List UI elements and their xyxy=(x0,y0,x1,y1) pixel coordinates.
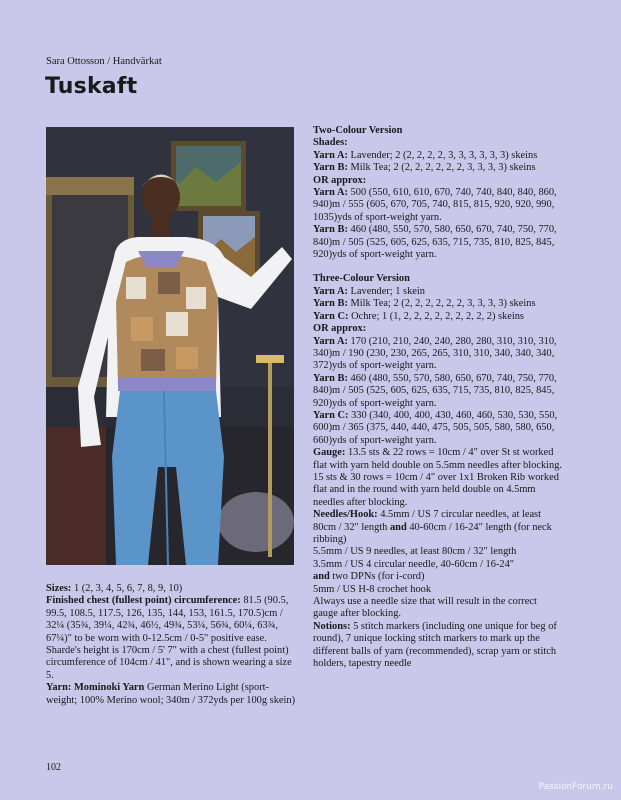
three-yarn-b xyxy=(313,298,563,310)
sizes-line xyxy=(46,583,296,595)
three-colour-heading-text: Three-Colour Version xyxy=(313,273,410,285)
shades-label: Shades: xyxy=(313,137,348,149)
three-or-approx xyxy=(313,323,563,335)
three-yarn-c-label: Yarn C: xyxy=(313,310,349,322)
needles-line-4 xyxy=(313,571,563,583)
three-yarn-a-value: Lavender; 1 skein xyxy=(350,285,425,297)
three-yarn-c-approx-label: Yarn C: xyxy=(313,409,349,421)
three-yarn-c-approx xyxy=(313,410,563,447)
page-number: 102 xyxy=(46,762,61,773)
chest-label: Finished chest (fullest point) circumference: xyxy=(46,595,241,607)
needles-line-5: 5mm / US H-8 crochet hook xyxy=(313,583,432,595)
needles-value-2: 40-60cm / 16-24" length (for neck ribbing) xyxy=(313,521,552,545)
two-yarn-a-approx-label: Yarn A: xyxy=(313,187,348,199)
two-or-approx xyxy=(313,175,563,187)
designer-credit: Sara Ottosson / Handvärkat xyxy=(46,56,162,67)
needles-and: and xyxy=(389,521,407,533)
needles-line-3: 3.5mm / US 4 circular needle, 40-60cm / 16-24" xyxy=(313,558,515,570)
two-or-approx-label: OR approx: xyxy=(313,174,367,186)
yarn-label: Yarn: Mominoki Yarn xyxy=(46,682,145,694)
needles-and-2: and xyxy=(313,571,330,583)
needles-line-6: Always use a needle size that will result in the correct gauge after blocking. xyxy=(313,596,537,620)
shades-heading xyxy=(313,137,563,149)
two-yarn-b-label: Yarn B: xyxy=(313,162,348,174)
pattern-title: Tuskaft xyxy=(45,74,138,99)
yarn-value: German Merino Light (sport-weight; 100% Merino wool; 340m / 372yds per 100g skein) xyxy=(46,682,296,706)
needles-label: Needles/Hook: xyxy=(313,509,378,521)
notions-label: Notions: xyxy=(313,620,351,632)
three-colour-heading xyxy=(313,273,563,285)
gauge-label: Gauge: xyxy=(313,447,346,459)
sizes-label: Sizes: xyxy=(46,583,72,594)
gauge-line xyxy=(313,447,563,472)
two-yarn-b-approx-label: Yarn B: xyxy=(313,224,348,236)
notions-line xyxy=(313,621,563,671)
left-details xyxy=(46,583,296,707)
two-yarn-b xyxy=(313,162,563,174)
three-yarn-b-value: Milk Tea; 2 (2, 2, 2, 2, 2, 2, 3, 3, 3, 3) skeins xyxy=(350,298,536,310)
needles-line-4-text: two DPNs (for i-cord) xyxy=(332,571,425,583)
two-yarn-b-approx xyxy=(313,224,563,261)
two-yarn-a-approx-value: 500 (550, 610, 610, 670, 740, 740, 840, 840, 860, 940)m / 555 (605, 670, 705, 740, 815, 815, 920, 920, 990, 1035)yds of sport-weight yarn. xyxy=(313,187,557,223)
three-yarn-b-approx-value: 460 (480, 550, 570, 580, 650, 670, 740, 750, 770, 840)m / 505 (525, 605, 625, 635, 715, 735, 810, 825, 845, 920)yds of sport-weight yarn. xyxy=(313,372,557,409)
two-yarn-a-approx xyxy=(313,187,563,224)
needles-value-1: 4.5mm / US 7 circular needles, at least 80cm / 32" length xyxy=(313,509,541,533)
two-yarn-b-approx-value: 460 (480, 550, 570, 580, 650, 670, 740, 750, 770, 840)m / 505 (525, 605, 625, 635, 715, 735, 810, 825, 845, 920)yds of sport-weight yarn. xyxy=(313,224,557,261)
needles-line xyxy=(313,509,563,546)
three-yarn-c xyxy=(313,311,563,323)
three-yarn-a-approx-label: Yarn A: xyxy=(313,335,348,347)
three-yarn-a-label: Yarn A: xyxy=(313,285,348,297)
watermark: PassionForum.ru xyxy=(538,782,613,792)
three-yarn-a xyxy=(313,286,563,298)
two-yarn-a-label: Yarn A: xyxy=(313,149,348,161)
needles-line-2: 5.5mm / US 9 needles, at least 80cm / 32" length xyxy=(313,546,517,558)
gauge-line-2: 15 sts & 30 rows = 10cm / 4" over 1x1 Broken Rib worked flat and in the round with yarn held double on 4.5mm needles after blocking. xyxy=(313,471,559,508)
model-photo xyxy=(46,127,294,565)
sizes-value: 1 (2, 3, 4, 5, 6, 7, 8, 9, 10) xyxy=(74,583,183,594)
three-or-approx-label: OR approx: xyxy=(313,323,367,335)
two-yarn-a xyxy=(313,150,563,162)
chest-line xyxy=(46,595,296,682)
three-yarn-c-approx-value: 330 (340, 400, 400, 430, 460, 460, 530, 530, 550, 600)m / 365 (375, 440, 440, 475, 505, 505, 580, 580, 650, 660)yds of sport-weight yarn. xyxy=(313,409,558,446)
right-details xyxy=(313,125,563,670)
two-colour-heading xyxy=(313,125,563,137)
two-yarn-b-value: Milk Tea; 2 (2, 2, 2, 2, 2, 2, 3, 3, 3, 3) skeins xyxy=(350,162,536,174)
two-yarn-a-value: Lavender; 2 (2, 2, 2, 2, 3, 3, 3, 3, 3, 3) skeins xyxy=(350,149,538,161)
chest-value: 81.5 (90.5, 99.5, 108.5, 117.5, 126, 135, 144, 153, 161.5, 170.5)cm / 32¼ (35¾, 39¼, 42¾, 46½, 49¾, 53¼, 56¾, 60¼, 63¾, 67¼)" to be worn with 0-12.5cm / 0-5" positive ease. Sharde's height is 170cm / 5' 7" with a chest (fullest point) circumference of 104cm / 41", and is shown wearing a size 5. xyxy=(46,595,292,681)
two-colour-heading-text: Two-Colour Version xyxy=(313,125,403,136)
three-yarn-c-value: Ochre; 1 (1, 2, 2, 2, 2, 2, 2, 2, 2, 2) skeins xyxy=(351,310,524,322)
notions-value: 5 stitch markers (including one unique for beg of round), 7 unique locking stitch markers to mark up the different balls of yarn (recommended), scrap yarn or stitch holders, tapestry needle xyxy=(313,620,557,670)
gauge-value: 13.5 sts & 22 rows = 10cm / 4" over St st worked flat with yarn held double on 5.5mm needles after blocking. xyxy=(313,447,563,471)
three-yarn-b-label: Yarn B: xyxy=(313,298,348,310)
three-yarn-a-approx xyxy=(313,336,563,373)
yarn-line xyxy=(46,682,296,707)
three-yarn-b-approx-label: Yarn B: xyxy=(313,372,348,384)
three-yarn-b-approx xyxy=(313,373,563,410)
three-yarn-a-approx-value: 170 (210, 210, 240, 240, 280, 280, 310, 310, 310, 340)m / 190 (230, 230, 265, 265, 310, 310, 340, 340, 340, 372)yds of sport-weight yarn. xyxy=(313,335,557,372)
